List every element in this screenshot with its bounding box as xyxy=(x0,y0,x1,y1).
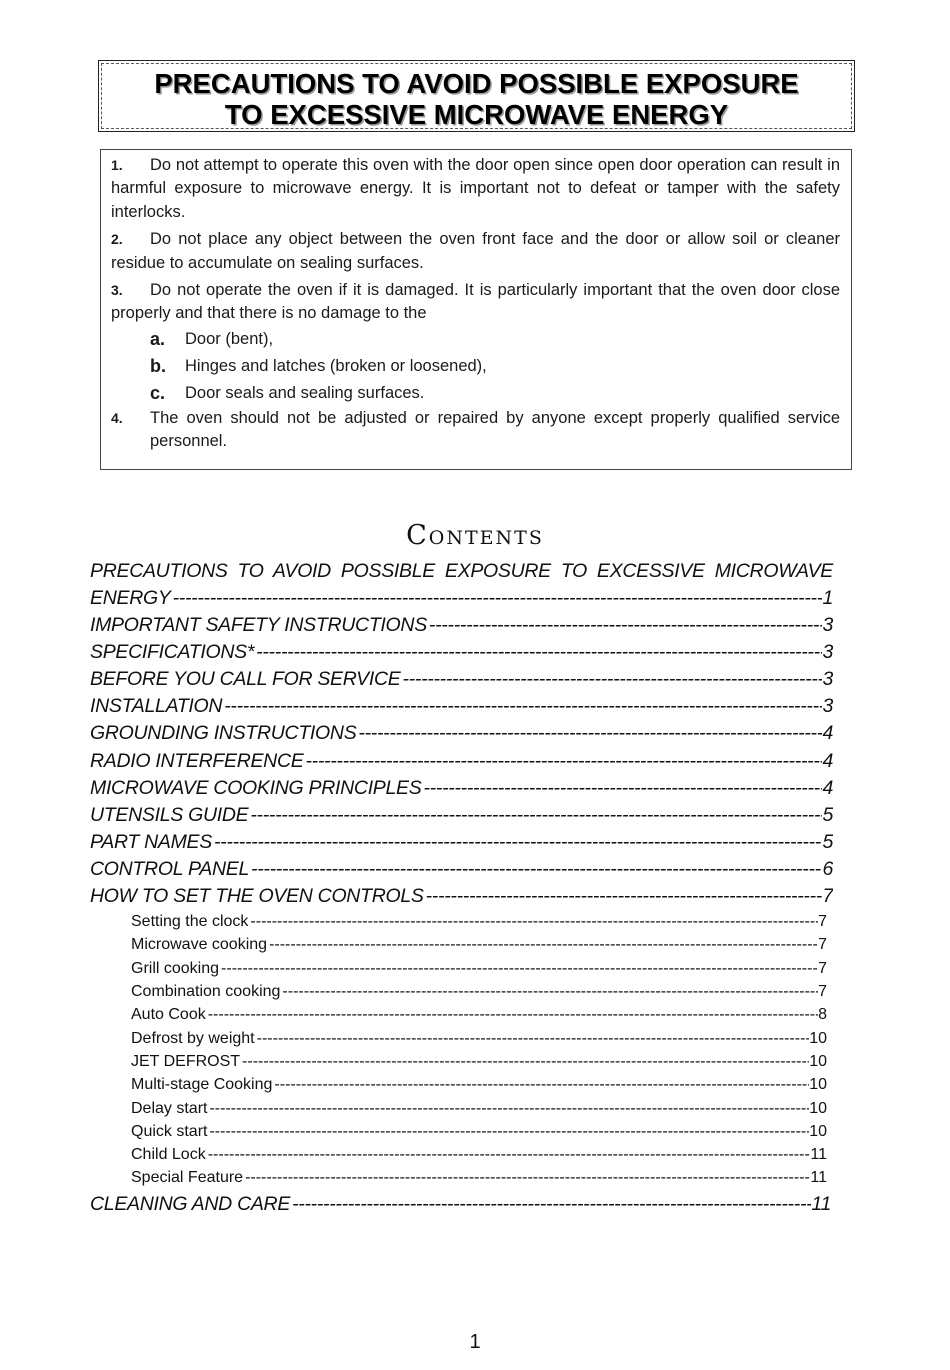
toc-entry[interactable] xyxy=(90,666,833,693)
toc-entry[interactable] xyxy=(90,856,833,883)
precaution-text: Do not place any object between the oven front face and the door or allow soil or cleaner residue to accumulate on sealing surfaces. xyxy=(111,230,840,272)
precaution-text: Do not attempt to operate this oven with the door open since open door operation can result in harmful exposure to microwave energy. It is important not to defeat or tamper with the safety interlocks. xyxy=(111,156,840,221)
toc-entry-page: 10 xyxy=(809,1076,827,1094)
toc-entry-label: IMPORTANT SAFETY INSTRUCTIONS xyxy=(90,614,427,637)
toc-entry-label: UTENSILS GUIDE xyxy=(90,803,249,826)
toc-entry-page: 7 xyxy=(818,936,827,954)
precaution-item-3 xyxy=(111,279,840,326)
toc-entry[interactable] xyxy=(90,775,833,802)
precaution-item-1 xyxy=(111,154,840,224)
toc-leader xyxy=(212,829,822,856)
toc-entry-label: CLEANING AND CARE xyxy=(90,1192,291,1215)
toc-leader xyxy=(249,856,822,883)
toc-entry[interactable] xyxy=(90,639,833,666)
toc-entry-label: SPECIFICATIONS* xyxy=(90,641,255,664)
toc-leader xyxy=(171,585,823,612)
toc-entry[interactable] xyxy=(90,585,833,612)
precaution-item-4 xyxy=(111,407,840,454)
toc-sub-entry[interactable] xyxy=(90,1050,827,1073)
toc-leader xyxy=(248,802,822,829)
toc-entry-page: 4 xyxy=(822,749,833,772)
toc-entry[interactable] xyxy=(90,829,833,856)
precaution-sub-item-c xyxy=(111,380,840,407)
toc-leader xyxy=(421,775,822,802)
toc-entry-label: Defrost by weight xyxy=(131,1029,255,1047)
toc-entry-first-line: PRECAUTIONS TO AVOID POSSIBLE EXPOSURE TO EXCESSIVE MICROWAVE xyxy=(90,560,833,582)
toc-entry-page: 7 xyxy=(818,983,827,1001)
toc-leader xyxy=(272,1073,809,1096)
toc-sub-entry[interactable] xyxy=(90,910,827,933)
precaution-sub-item-a xyxy=(111,326,840,353)
toc-leader xyxy=(206,1003,818,1026)
precaution-number: 1. xyxy=(111,157,123,173)
contents-heading: Contents xyxy=(406,520,544,551)
toc-entry-page: 10 xyxy=(809,1099,827,1117)
toc-leader xyxy=(243,1166,810,1189)
toc-entry-page: 7 xyxy=(818,913,827,931)
toc-leader xyxy=(248,910,818,933)
sub-item-letter: a. xyxy=(150,328,166,349)
table-of-contents xyxy=(90,558,833,1218)
toc-entry-page: 10 xyxy=(809,1029,827,1047)
toc-leader xyxy=(255,1027,810,1050)
toc-leader xyxy=(290,1191,811,1218)
toc-sub-entry[interactable] xyxy=(90,1003,827,1026)
toc-entry-label: Auto Cook xyxy=(131,1006,206,1024)
toc-entry-page: 3 xyxy=(822,614,833,637)
toc-entry-page: 1 xyxy=(822,587,833,609)
precaution-text: The oven should not be adjusted or repaired by anyone except properly qualified service personnel. xyxy=(150,408,840,451)
precaution-text: Do not operate the oven if it is damaged. It is particularly important that the oven door close properly and that there is no damage to the xyxy=(111,281,840,323)
toc-leader xyxy=(427,612,823,639)
toc-entry-page: 4 xyxy=(822,722,833,745)
toc-sub-entry[interactable] xyxy=(90,1097,827,1120)
toc-entry-label: RADIO INTERFERENCE xyxy=(90,749,304,772)
toc-entry-label: Setting the clock xyxy=(131,913,249,931)
toc-sub-entry[interactable] xyxy=(90,1166,827,1189)
page-title-box xyxy=(98,60,855,132)
toc-leader xyxy=(219,957,818,980)
toc-entry-label: Delay start xyxy=(131,1099,208,1117)
toc-entry-page: 8 xyxy=(818,1006,827,1024)
precaution-number: 3. xyxy=(111,282,123,299)
page-number: 1 xyxy=(469,1331,481,1353)
toc-entry-page: 7 xyxy=(822,885,833,908)
precaution-sub-item-b xyxy=(111,353,840,380)
toc-leader xyxy=(254,639,822,666)
sub-item-letter: c. xyxy=(150,382,166,403)
toc-sub-entry[interactable] xyxy=(90,1073,827,1096)
toc-sub-entry[interactable] xyxy=(90,1027,827,1050)
toc-entry[interactable] xyxy=(90,883,833,910)
toc-sub-entry[interactable] xyxy=(90,1143,827,1166)
toc-entry-page: 11 xyxy=(810,1146,827,1164)
toc-leader xyxy=(356,720,822,747)
toc-entry[interactable] xyxy=(90,748,833,775)
precautions-box xyxy=(100,149,852,470)
toc-leader xyxy=(240,1050,809,1073)
toc-entry-page: 11 xyxy=(810,1169,827,1187)
toc-entry-page: 11 xyxy=(811,1192,831,1215)
toc-entry-page: 7 xyxy=(818,959,827,977)
toc-entry-page: 3 xyxy=(822,668,833,691)
toc-leader xyxy=(207,1120,809,1143)
toc-leader xyxy=(401,666,823,693)
page-title-line-2: TO EXCESSIVE MICROWAVE ENERGY xyxy=(224,99,729,130)
toc-sub-entry[interactable] xyxy=(90,1120,827,1143)
sub-item-text: Door (bent), xyxy=(185,329,274,348)
toc-leader xyxy=(280,980,818,1003)
toc-entry-label: PART NAMES xyxy=(90,830,212,853)
toc-entry-page: 4 xyxy=(822,776,833,799)
toc-leader xyxy=(424,883,823,910)
toc-entry-page: 10 xyxy=(809,1052,827,1070)
toc-entry-page: 5 xyxy=(822,803,833,826)
toc-entry-label: Child Lock xyxy=(131,1146,206,1164)
toc-entry-label: Grill cooking xyxy=(131,959,220,977)
sub-item-text: Door seals and sealing surfaces. xyxy=(185,383,425,402)
toc-entry-label: Special Feature xyxy=(131,1169,244,1187)
toc-entry-page: 3 xyxy=(822,641,833,664)
sub-item-text: Hinges and latches (broken or loosened), xyxy=(185,356,487,375)
toc-main-entries xyxy=(90,585,833,910)
toc-entry-label: CONTROL PANEL xyxy=(90,857,250,880)
toc-entry-label: MICROWAVE COOKING PRINCIPLES xyxy=(90,776,422,799)
toc-entry-label: Multi-stage Cooking xyxy=(131,1076,273,1094)
toc-entry[interactable] xyxy=(90,802,833,829)
precaution-number: 4. xyxy=(111,409,123,426)
toc-sub-entry[interactable] xyxy=(90,957,827,980)
toc-entry-label: HOW TO SET THE OVEN CONTROLS xyxy=(90,885,424,908)
toc-entry[interactable] xyxy=(90,612,833,639)
toc-leader xyxy=(222,693,822,720)
toc-entry-label: INSTALLATION xyxy=(90,695,223,718)
page-title-line-1: PRECAUTIONS TO AVOID POSSIBLE EXPOSURE xyxy=(154,68,799,99)
toc-sub-entry[interactable] xyxy=(90,933,827,956)
toc-leader xyxy=(206,1143,811,1166)
toc-entry-label: Microwave cooking xyxy=(131,936,268,954)
toc-entry-label: Quick start xyxy=(131,1122,208,1140)
toc-entry[interactable] xyxy=(90,720,833,747)
toc-leader xyxy=(303,748,822,775)
toc-leader xyxy=(267,933,818,956)
toc-entry[interactable] xyxy=(90,693,833,720)
toc-sub-entry[interactable] xyxy=(90,980,827,1003)
toc-entry-page: 3 xyxy=(822,695,833,718)
toc-sub-entries xyxy=(90,910,833,1190)
precaution-item-2 xyxy=(111,228,840,275)
toc-entry-page: 5 xyxy=(822,830,833,853)
toc-entry-page: 6 xyxy=(822,857,833,880)
toc-entry-label: JET DEFROST xyxy=(131,1052,241,1070)
toc-entry-label: GROUNDING INSTRUCTIONS xyxy=(90,722,357,745)
toc-entry-label: BEFORE YOU CALL FOR SERVICE xyxy=(90,668,401,691)
toc-entry-label: ENERGY xyxy=(90,587,171,609)
toc-entry-page: 10 xyxy=(809,1122,827,1140)
sub-item-letter: b. xyxy=(150,355,166,376)
toc-leader xyxy=(207,1097,809,1120)
precaution-number: 2. xyxy=(111,231,123,248)
toc-entry-label: Combination cooking xyxy=(131,983,281,1001)
toc-entry-cleaning[interactable] xyxy=(90,1191,831,1218)
